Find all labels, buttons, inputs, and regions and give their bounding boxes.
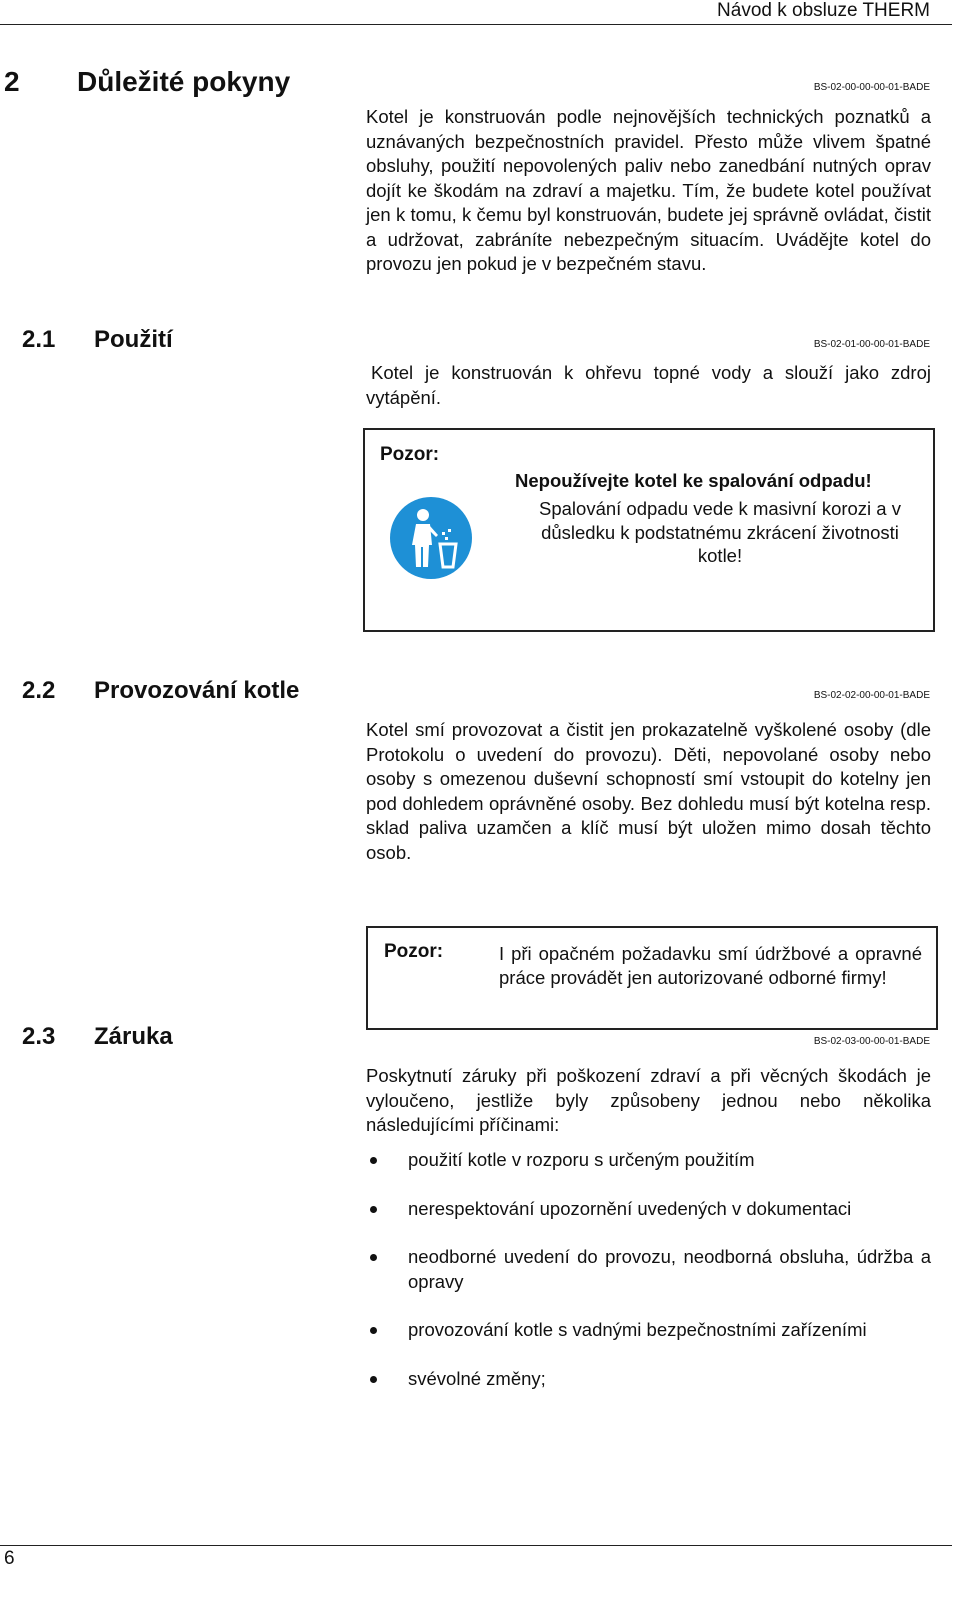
warning-text: I při opačném požadavku smí údržbové a opravné práce provádět jen autorizované odborné firmy! xyxy=(499,943,922,988)
section-2-title: Důležité pokyny xyxy=(77,66,291,97)
section-2-1-number: 2.1 xyxy=(22,326,56,353)
bullet-icon xyxy=(370,1254,377,1261)
section-2-paragraph: Kotel je konstruován podle nejnovějších technických poznatků a uznávaných bezpečnostních pravidel. Přesto může vlivem špatné obsluhy, použití nepovolených paliv nebo zanedbání nutných oprav dojít ke škodám na zdraví a majetku. Tím, že budete kotel používat jen k tomu, k čemu byl konstruován, budete jej správně ovládat, čistit a udržovat, zabráníte nebezpečným situacím. Uvádějte kotel do provozu jen pokud je v bezpečném stavu. xyxy=(366,106,931,274)
no-waste-icon xyxy=(390,497,472,579)
page-header-title: Návod k obsluze THERM xyxy=(717,0,930,21)
bullet-icon xyxy=(370,1157,377,1164)
warning-label: Pozor: xyxy=(380,444,440,465)
section-2-1-paragraph: Kotel je konstruován k ohřevu topné vody a slouží jako zdroj vytápění. xyxy=(366,362,931,408)
list-item: nerespektování upozornění uvedených v dokumentaci xyxy=(366,1197,931,1222)
warning-box-service xyxy=(366,926,938,1030)
section-2-2-number: 2.2 xyxy=(22,677,56,704)
warning-title: Nepoužívejte kotel ke spalování odpadu! xyxy=(515,470,872,491)
list-item: svévolné změny; xyxy=(366,1367,931,1392)
section-2-3-paragraph: Poskytnutí záruky při poškození zdraví a při věcných škodách je vyloučeno, jestliže byly způsobeny jednou nebo několika následujícími příčinami: xyxy=(366,1065,931,1135)
section-2-2-code: BS-02-02-00-00-01-BADE xyxy=(813,690,930,701)
page-number: 6 xyxy=(4,1548,15,1569)
bullet-icon xyxy=(370,1327,377,1334)
warranty-exclusions-list xyxy=(366,1148,931,1415)
section-2-3-code: BS-02-03-00-00-01-BADE xyxy=(813,1036,930,1047)
warning-box-waste xyxy=(363,428,935,632)
list-item: neodborné uvedení do provozu, neodborná obsluha, údržba a opravy xyxy=(366,1245,931,1294)
section-2-number: 2 xyxy=(4,66,20,97)
section-2-3-title: Záruka xyxy=(94,1023,173,1050)
header-divider xyxy=(0,24,952,25)
section-2-1-code: BS-02-01-00-00-01-BADE xyxy=(813,339,930,350)
list-item: provozování kotle s vadnými bezpečnostními zařízeními xyxy=(366,1318,931,1343)
bullet-icon xyxy=(370,1206,377,1213)
section-2-1-title: Použití xyxy=(94,326,173,353)
footer-divider xyxy=(0,1545,952,1546)
list-item: použití kotle v rozporu s určeným použitím xyxy=(366,1148,931,1173)
warning-text: Spalování odpadu vede k masivní korozi a v důsledku k podstatnému zkrácení životnosti kotle! xyxy=(539,498,901,566)
section-2-2-paragraph: Kotel smí provozovat a čistit jen prokazatelně vyškolené osoby (dle Protokolu o uvedení do provozu). Děti, nepovolané osoby nebo osoby s omezenou duševní schopností smí vstoupit do kotelny jen pod dohledem oprávněné osoby. Bez dohledu musí být kotelna resp. sklad paliva uzamčen a klíč musí být uložen mimo dosah těchto osob. xyxy=(366,719,931,863)
section-2-3-number: 2.3 xyxy=(22,1023,56,1050)
section-2-2-title: Provozování kotle xyxy=(94,677,300,704)
bullet-icon xyxy=(370,1376,377,1383)
section-2-code: BS-02-00-00-00-01-BADE xyxy=(813,82,930,93)
warning-label: Pozor: xyxy=(384,941,444,962)
